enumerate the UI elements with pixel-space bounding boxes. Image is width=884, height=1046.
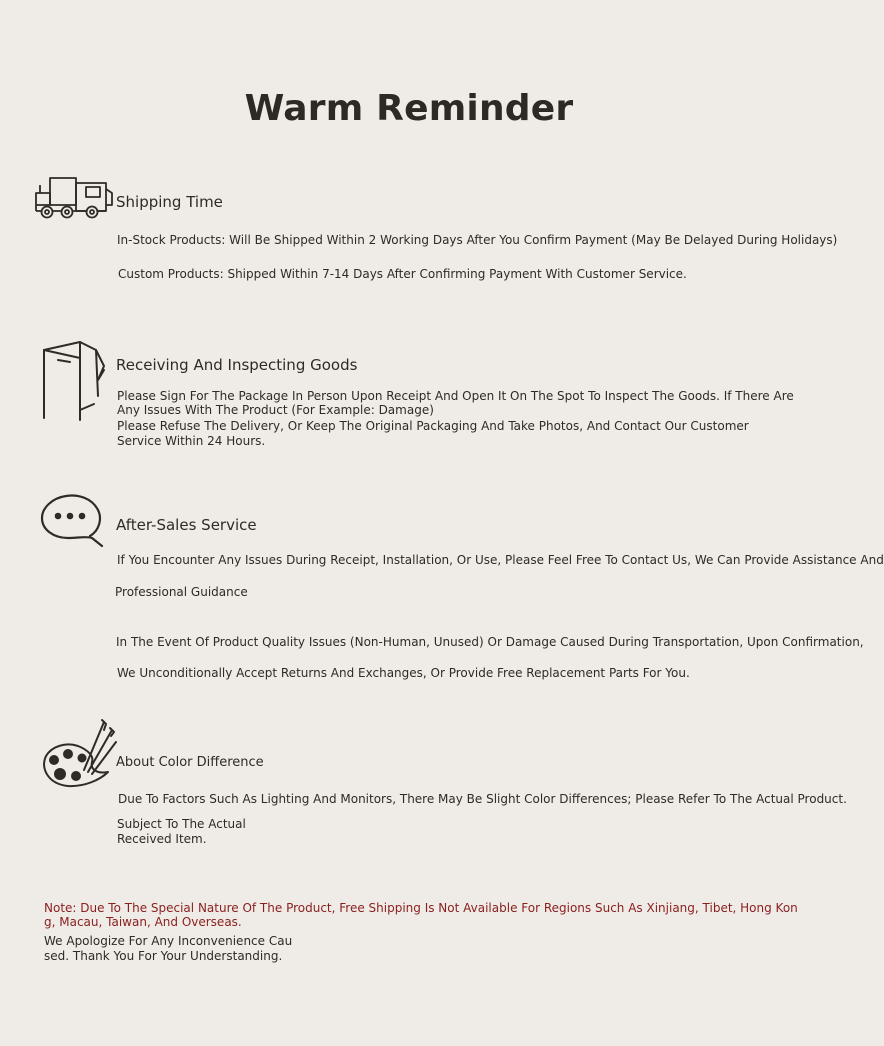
shipping-heading: Shipping Time bbox=[116, 193, 223, 211]
after-sales-line-4: We Unconditionally Accept Returns And Exchanges, Or Provide Free Replacement Parts For You. bbox=[117, 666, 690, 680]
truck-icon bbox=[34, 175, 116, 221]
after-sales-line-2: Professional Guidance bbox=[115, 585, 248, 599]
chat-bubble-icon bbox=[38, 492, 108, 550]
color-line-3: Received Item. bbox=[117, 832, 207, 846]
palette-icon bbox=[38, 716, 118, 790]
shipping-line-1: In-Stock Products: Will Be Shipped Within 2 Working Days After You Confirm Payment (May Be Delayed During Holidays) bbox=[117, 233, 838, 247]
after-sales-line-3: In The Event Of Product Quality Issues (Non-Human, Unused) Or Damage Caused During Transportation, Upon Confirmation, bbox=[116, 635, 864, 649]
after-sales-heading: After-Sales Service bbox=[116, 516, 257, 534]
after-sales-line-1: If You Encounter Any Issues During Receipt, Installation, Or Use, Please Feel Free To Contact Us, We Can Provide Assistance And bbox=[117, 553, 884, 567]
color-line-1: Due To Factors Such As Lighting And Monitors, There May Be Slight Color Differences; Please Refer To The Actual Product. bbox=[118, 792, 847, 806]
note-red-line-2: g, Macau, Taiwan, And Overseas. bbox=[44, 915, 242, 929]
note-apology-line-1: We Apologize For Any Inconvenience Cau bbox=[44, 934, 293, 948]
page-title: Warm Reminder bbox=[244, 88, 574, 129]
shipping-line-2: Custom Products: Shipped Within 7-14 Days After Confirming Payment With Customer Service. bbox=[118, 267, 687, 281]
receiving-heading: Receiving And Inspecting Goods bbox=[116, 356, 358, 374]
color-heading: About Color Difference bbox=[116, 755, 264, 770]
receiving-line-1: Please Sign For The Package In Person Upon Receipt And Open It On The Spot To Inspect The Goods. If There Are bbox=[117, 389, 794, 403]
box-icon bbox=[40, 340, 108, 422]
note-apology-line-2: sed. Thank You For Your Understanding. bbox=[44, 949, 283, 963]
color-line-2: Subject To The Actual bbox=[117, 817, 246, 831]
note-red-line-1: Note: Due To The Special Nature Of The Product, Free Shipping Is Not Available For Regions Such As Xinjiang, Tibet, Hong Kon bbox=[44, 901, 798, 915]
receiving-line-3: Please Refuse The Delivery, Or Keep The Original Packaging And Take Photos, And Contact Our Customer bbox=[117, 419, 749, 433]
receiving-line-4: Service Within 24 Hours. bbox=[117, 434, 266, 448]
receiving-line-2: Any Issues With The Product (For Example: Damage) bbox=[117, 403, 434, 417]
